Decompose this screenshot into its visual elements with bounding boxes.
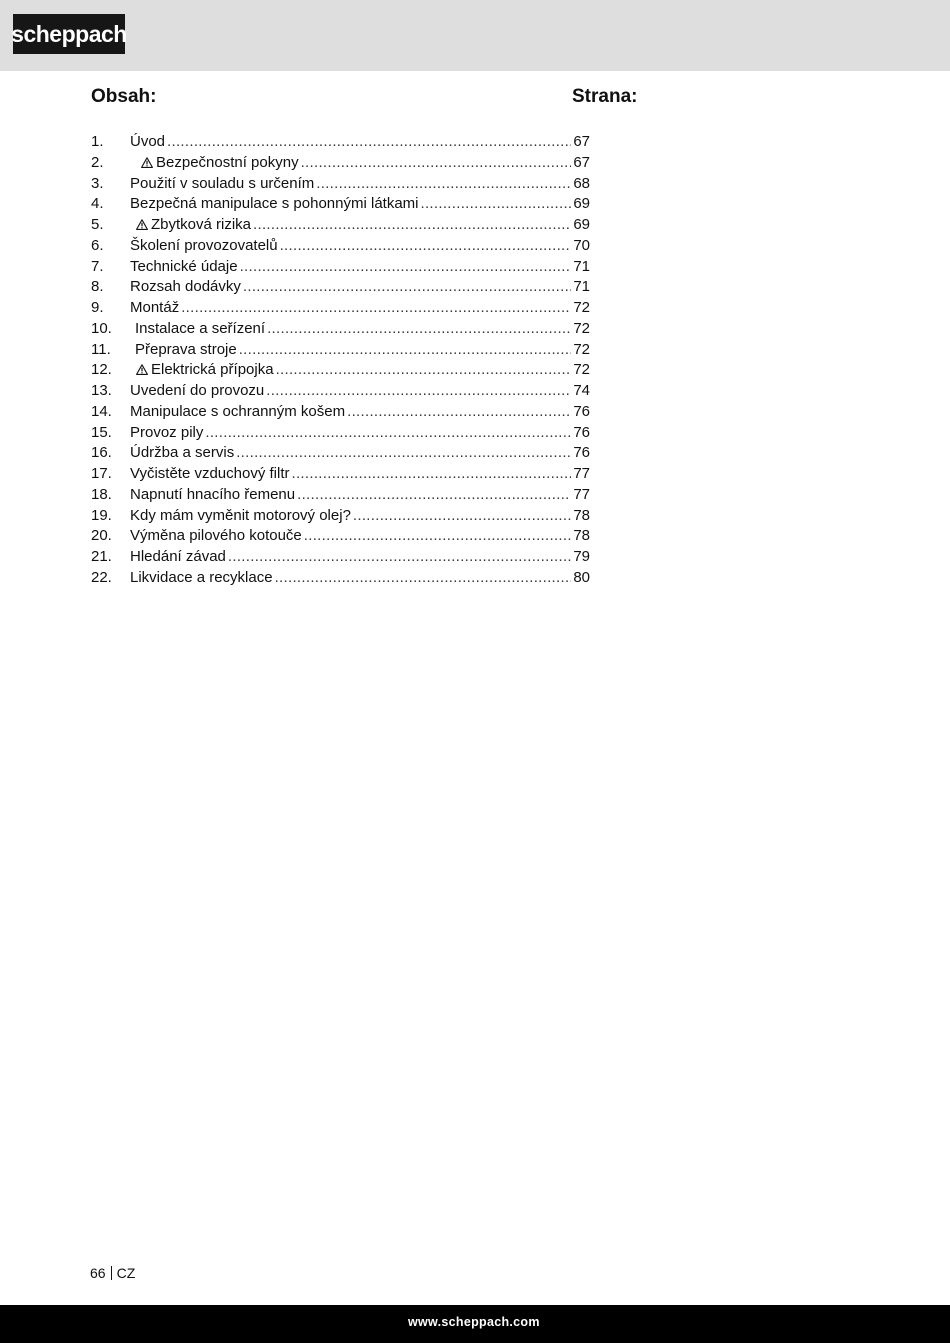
dot-leader bbox=[275, 568, 572, 589]
toc-entry[interactable] bbox=[91, 360, 590, 381]
toc-entry-page: 67 bbox=[573, 153, 590, 171]
toc-entry-label: Výměna pilového kotouče bbox=[130, 527, 302, 545]
dot-leader bbox=[267, 319, 571, 340]
toc-entry-label: Vyčistěte vzduchový filtr bbox=[130, 465, 290, 482]
toc-entry-page: 70 bbox=[573, 236, 590, 254]
toc-entry-label-wrap bbox=[130, 340, 237, 361]
toc-entry-label-wrap bbox=[130, 174, 314, 195]
page-number: 66 bbox=[90, 1265, 106, 1281]
toc-entry-number: 21. bbox=[91, 548, 112, 565]
toc-entry-label: Kdy mám vyměnit motorový olej? bbox=[130, 506, 351, 524]
warning-triangle-icon bbox=[136, 364, 148, 375]
toc-entry-page: 78 bbox=[573, 527, 590, 545]
dot-leader bbox=[304, 526, 572, 547]
toc-entry-number: 20. bbox=[91, 527, 112, 545]
toc-entry-label-wrap bbox=[130, 319, 265, 340]
toc-entry-label: Použití v souladu s určením bbox=[130, 174, 315, 192]
dot-leader bbox=[243, 277, 571, 298]
toc-entry-label: Rozsah dodávky bbox=[130, 278, 241, 296]
toc-entry-page: 71 bbox=[573, 278, 590, 296]
toc-entry-label: Úvod bbox=[130, 133, 166, 150]
toc-entry-label-wrap bbox=[130, 381, 264, 402]
dot-leader bbox=[316, 174, 571, 195]
dot-leader bbox=[253, 215, 571, 236]
toc-entry[interactable] bbox=[91, 568, 590, 589]
toc-entry-number: 13. bbox=[91, 382, 112, 399]
toc-entry-label-wrap bbox=[130, 485, 295, 506]
toc-entry-label-wrap bbox=[130, 568, 273, 589]
toc-entry-label: Údržba a servis bbox=[130, 444, 235, 462]
dot-leader bbox=[205, 423, 571, 444]
toc-entry-number: 1. bbox=[91, 133, 104, 150]
toc-entry[interactable] bbox=[91, 174, 590, 195]
toc-entry-number: 9. bbox=[91, 299, 104, 316]
toc-entry-label: Elektrická přípojka bbox=[151, 361, 274, 379]
toc-entry-number: 7. bbox=[91, 257, 104, 275]
toc-entry-label: Bezpečnostní pokyny bbox=[156, 153, 299, 171]
toc-entry-page: 72 bbox=[573, 340, 590, 358]
dot-leader bbox=[276, 360, 572, 381]
dot-leader bbox=[167, 132, 571, 153]
dot-leader bbox=[181, 298, 571, 319]
toc-entry-label: Zbytková rizika bbox=[151, 216, 252, 233]
toc-entry-label-wrap bbox=[130, 257, 238, 278]
toc-entry-label-wrap bbox=[130, 153, 299, 174]
toc-entry[interactable] bbox=[91, 215, 590, 236]
toc-entry-page: 72 bbox=[573, 361, 590, 379]
toc-entry-label-wrap bbox=[130, 443, 234, 464]
toc-entry-label-wrap bbox=[130, 236, 278, 257]
toc-entry-page: 76 bbox=[573, 423, 590, 441]
toc-entry-number: 17. bbox=[91, 465, 112, 482]
toc-entry-number: 16. bbox=[91, 444, 112, 462]
dot-leader bbox=[228, 547, 571, 568]
toc-entry[interactable] bbox=[91, 402, 590, 423]
toc-entry-page: 79 bbox=[573, 548, 590, 565]
toc-entry-label: Instalace a seřízení bbox=[135, 319, 266, 337]
dot-leader bbox=[280, 236, 572, 257]
dot-leader bbox=[347, 402, 571, 423]
website-link[interactable]: www.scheppach.com bbox=[408, 1315, 540, 1329]
warning-triangle-icon bbox=[136, 219, 148, 230]
dot-leader bbox=[236, 443, 571, 464]
toc-entry[interactable] bbox=[91, 464, 590, 485]
toc-entry-label: Provoz pily bbox=[130, 423, 204, 441]
toc-entry-label: Hledání závad bbox=[130, 548, 226, 565]
toc-entry-page: 80 bbox=[573, 568, 590, 586]
dot-leader bbox=[266, 381, 571, 402]
toc-entry-number: 18. bbox=[91, 485, 112, 503]
dot-leader bbox=[421, 194, 572, 215]
toc-entry-page: 69 bbox=[573, 195, 590, 213]
toc-entry[interactable] bbox=[91, 423, 590, 444]
toc-entry-label-wrap bbox=[130, 132, 165, 153]
toc-entry-label-wrap bbox=[130, 298, 179, 319]
toc-entry-label-wrap bbox=[130, 215, 251, 236]
toc-entry-label: Technické údaje bbox=[130, 257, 238, 275]
toc-entry-label-wrap bbox=[130, 277, 241, 298]
dot-leader bbox=[240, 257, 572, 278]
warning-triangle-icon bbox=[141, 157, 153, 168]
toc-entry[interactable] bbox=[91, 153, 590, 174]
toc-entry[interactable] bbox=[91, 194, 590, 215]
toc-entry-page: 69 bbox=[573, 216, 590, 233]
toc-entry[interactable] bbox=[91, 506, 590, 527]
page-footer-label bbox=[90, 1265, 135, 1281]
toc-entry[interactable] bbox=[91, 340, 590, 361]
toc-entry-label-wrap bbox=[130, 423, 203, 444]
toc-entry-label-wrap bbox=[130, 194, 419, 215]
header-bar bbox=[0, 0, 950, 71]
toc-entry[interactable] bbox=[91, 381, 590, 402]
page-column-heading: Strana: bbox=[572, 86, 638, 107]
toc-entry-number: 8. bbox=[91, 278, 104, 296]
toc-entry-page: 76 bbox=[573, 444, 590, 462]
toc-entry-label: Uvedení do provozu bbox=[130, 382, 265, 399]
toc-entry-label: Bezpečná manipulace s pohonnými látkami bbox=[130, 195, 419, 213]
language-code: CZ bbox=[116, 1265, 136, 1281]
toc-entry-label-wrap bbox=[130, 402, 345, 423]
divider bbox=[111, 1266, 112, 1280]
toc-entry-label-wrap bbox=[130, 464, 290, 485]
toc-entry-label: Napnutí hnacího řemenu bbox=[130, 485, 296, 503]
toc-entry[interactable] bbox=[91, 319, 590, 340]
toc-entry-label-wrap bbox=[130, 526, 302, 547]
toc-entry-number: 14. bbox=[91, 402, 112, 420]
toc-entry[interactable] bbox=[91, 132, 590, 153]
toc-entry-page: 68 bbox=[573, 174, 590, 192]
toc-entry[interactable] bbox=[91, 298, 590, 319]
toc-entry-label-wrap bbox=[130, 547, 226, 568]
toc-entry[interactable] bbox=[91, 485, 590, 506]
toc-entry-number: 11. bbox=[91, 340, 111, 358]
toc-entry-label: Manipulace s ochranným košem bbox=[130, 402, 346, 420]
table-of-contents bbox=[91, 132, 590, 589]
toc-entry-number: 2. bbox=[91, 153, 104, 171]
toc-entry[interactable] bbox=[91, 443, 590, 464]
toc-entry-number: 12. bbox=[91, 361, 112, 379]
dot-leader bbox=[239, 340, 572, 361]
toc-entry-page: 74 bbox=[573, 382, 590, 399]
toc-entry-label: Likvidace a recyklace bbox=[130, 568, 273, 586]
toc-entry-number: 19. bbox=[91, 506, 112, 524]
toc-entry-label: Přeprava stroje bbox=[135, 340, 237, 358]
toc-entry-label: Montáž bbox=[130, 299, 180, 316]
toc-entry[interactable] bbox=[91, 277, 590, 298]
scheppach-logo: scheppach bbox=[13, 14, 125, 54]
toc-entry-label-wrap bbox=[130, 506, 351, 527]
toc-entry-number: 5. bbox=[91, 216, 104, 233]
dot-leader bbox=[353, 506, 571, 527]
toc-entry-number: 3. bbox=[91, 174, 104, 192]
toc-entry-label: Školení provozovatelů bbox=[130, 236, 278, 254]
toc-entry-label-wrap bbox=[130, 360, 274, 381]
toc-entry-page: 76 bbox=[573, 402, 590, 420]
toc-entry-page: 71 bbox=[573, 257, 590, 275]
toc-entry[interactable] bbox=[91, 547, 590, 568]
toc-entry-number: 6. bbox=[91, 236, 104, 254]
toc-entry-page: 77 bbox=[573, 485, 590, 503]
dot-leader bbox=[297, 485, 571, 506]
toc-entry-number: 10. bbox=[91, 319, 112, 337]
toc-entry-number: 22. bbox=[91, 568, 112, 586]
toc-entry-page: 67 bbox=[573, 133, 590, 150]
toc-entry[interactable] bbox=[91, 236, 590, 257]
toc-entry-page: 78 bbox=[573, 506, 590, 524]
toc-entry-page: 72 bbox=[573, 319, 590, 337]
toc-title: Obsah: bbox=[91, 86, 157, 107]
toc-entry[interactable] bbox=[91, 526, 590, 547]
toc-entry-page: 72 bbox=[573, 299, 590, 316]
toc-entry-number: 15. bbox=[91, 423, 112, 441]
toc-entry[interactable] bbox=[91, 257, 590, 278]
toc-entry-page: 77 bbox=[573, 465, 590, 482]
dot-leader bbox=[292, 464, 572, 485]
toc-entry-number: 4. bbox=[91, 195, 104, 213]
dot-leader bbox=[301, 153, 572, 174]
